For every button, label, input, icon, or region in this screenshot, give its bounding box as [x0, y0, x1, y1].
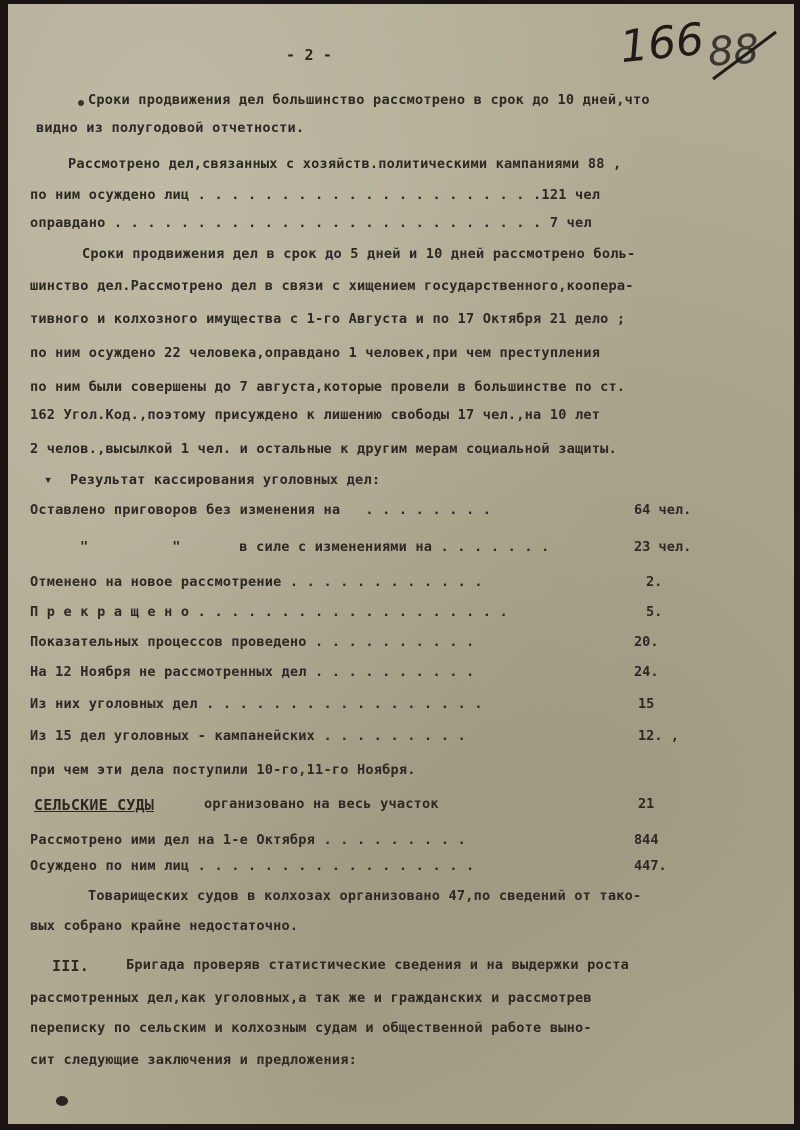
stat-label: Рассмотрено ими дел на 1-е Октября . . . . . . . . . — [30, 832, 466, 848]
document-page — [8, 4, 794, 1124]
village-courts-text: организовано на весь участок — [204, 796, 439, 812]
text-line: по ним осуждено лиц . . . . . . . . . . . . . . . . . . . . .121 чел — [30, 187, 601, 203]
stat-label: Из них уголовных дел . . . . . . . . . . . . . . . . . — [30, 696, 483, 712]
stat-label: На 12 Ноября не рассмотренных дел . . . . . . . . . . — [30, 664, 475, 680]
stat-label: Осуждено по ним лиц . . . . . . . . . . . . . . . . . — [30, 858, 475, 874]
text-line: оправдано . . . . . . . . . . . . . . . . . . . . . . . . . . 7 чел — [30, 215, 592, 231]
text-line: рассмотренных дел,как уголовных,а так же и гражданских и рассмотрев — [30, 990, 592, 1006]
stat-label: Оставлено приговоров без изменения на . . . . . . . . — [30, 502, 492, 518]
text-line: Товарищеских судов в колхозах организовано 47,по сведений от тако- — [88, 888, 642, 904]
ink-blot — [78, 100, 84, 106]
text-line: Сроки продвижения дел большинство рассмотрено в срок до 10 дней,что — [88, 92, 650, 108]
stat-value: 24. — [634, 664, 659, 680]
stat-label: Из 15 дел уголовных - кампанейских . . . . . . . . . — [30, 728, 466, 744]
stat-value: 844 — [634, 832, 659, 848]
text-line: переписку по сельским и колхозным судам и общественной работе выно- — [30, 1020, 592, 1036]
note-line: при чем эти дела поступили 10-го,11-го Ноября. — [30, 762, 416, 778]
section-heading: Результат кассирования уголовных дел: — [70, 472, 381, 488]
stat-value: 2. — [646, 574, 663, 590]
stat-value: 447. — [634, 858, 667, 874]
text-line: Сроки продвижения дел в срок до 5 дней и 10 дней рассмотрено боль- — [82, 246, 636, 262]
folio-number: 166 — [617, 13, 707, 74]
text-line: тивного и колхозного имущества с 1-го Августа и по 17 Октября 21 дело ; — [30, 311, 626, 327]
page-number: - 2 - — [286, 46, 333, 64]
stat-value: 12. , — [638, 728, 679, 744]
text-line: по ним осуждено 22 человека,оправдано 1 человек,при чем преступления — [30, 345, 601, 361]
stat-value: 20. — [634, 634, 659, 650]
text-line: 162 Угол.Код.,поэтому присуждено к лишению свободы 17 чел.,на 10 лет — [30, 407, 601, 423]
text-line: по ним были совершены до 7 августа,которые провели в большинстве по ст. — [30, 379, 626, 395]
text-line: вых собрано крайне недостаточно. — [30, 918, 299, 934]
ink-blot — [56, 1096, 68, 1106]
text-line: видно из полугодовой отчетности. — [36, 120, 305, 136]
stat-label: " " в силе с изменениями на . . . . . . . — [80, 539, 550, 555]
text-line: Бригада проверяв статистические сведения и на выдержки роста — [126, 957, 630, 973]
village-courts-title: СЕЛЬСКИЕ СУДЫ — [34, 796, 154, 814]
bullet-mark: ▾ — [44, 472, 53, 488]
stat-value: 64 чел. — [634, 502, 692, 518]
text-line: шинство дел.Рассмотрено дел в связи с хищением государственного,коопера- — [30, 278, 634, 294]
text-line: 2 челов.,высылкой 1 чел. и остальные к другим мерам социальной защиты. — [30, 441, 617, 457]
stat-label: Отменено на новое рассмотрение . . . . . . . . . . . . — [30, 574, 483, 590]
village-courts-value: 21 — [638, 796, 655, 812]
stat-label: Показательных процессов проведено . . . . . . . . . . — [30, 634, 475, 650]
stat-label: П р е к р а щ е н о . . . . . . . . . . . . . . . . . . . — [30, 604, 508, 620]
text-line: сит следующие заключения и предложения: — [30, 1052, 357, 1068]
text-line: Рассмотрено дел,связанных с хозяйств.политическими кампаниями 88 , — [68, 156, 622, 172]
folio-number-crossed: 88 — [706, 26, 761, 76]
section-number: III. — [52, 957, 89, 975]
stat-value: 5. — [646, 604, 663, 620]
stat-value: 15 — [638, 696, 655, 712]
stat-value: 23 чел. — [634, 539, 692, 555]
